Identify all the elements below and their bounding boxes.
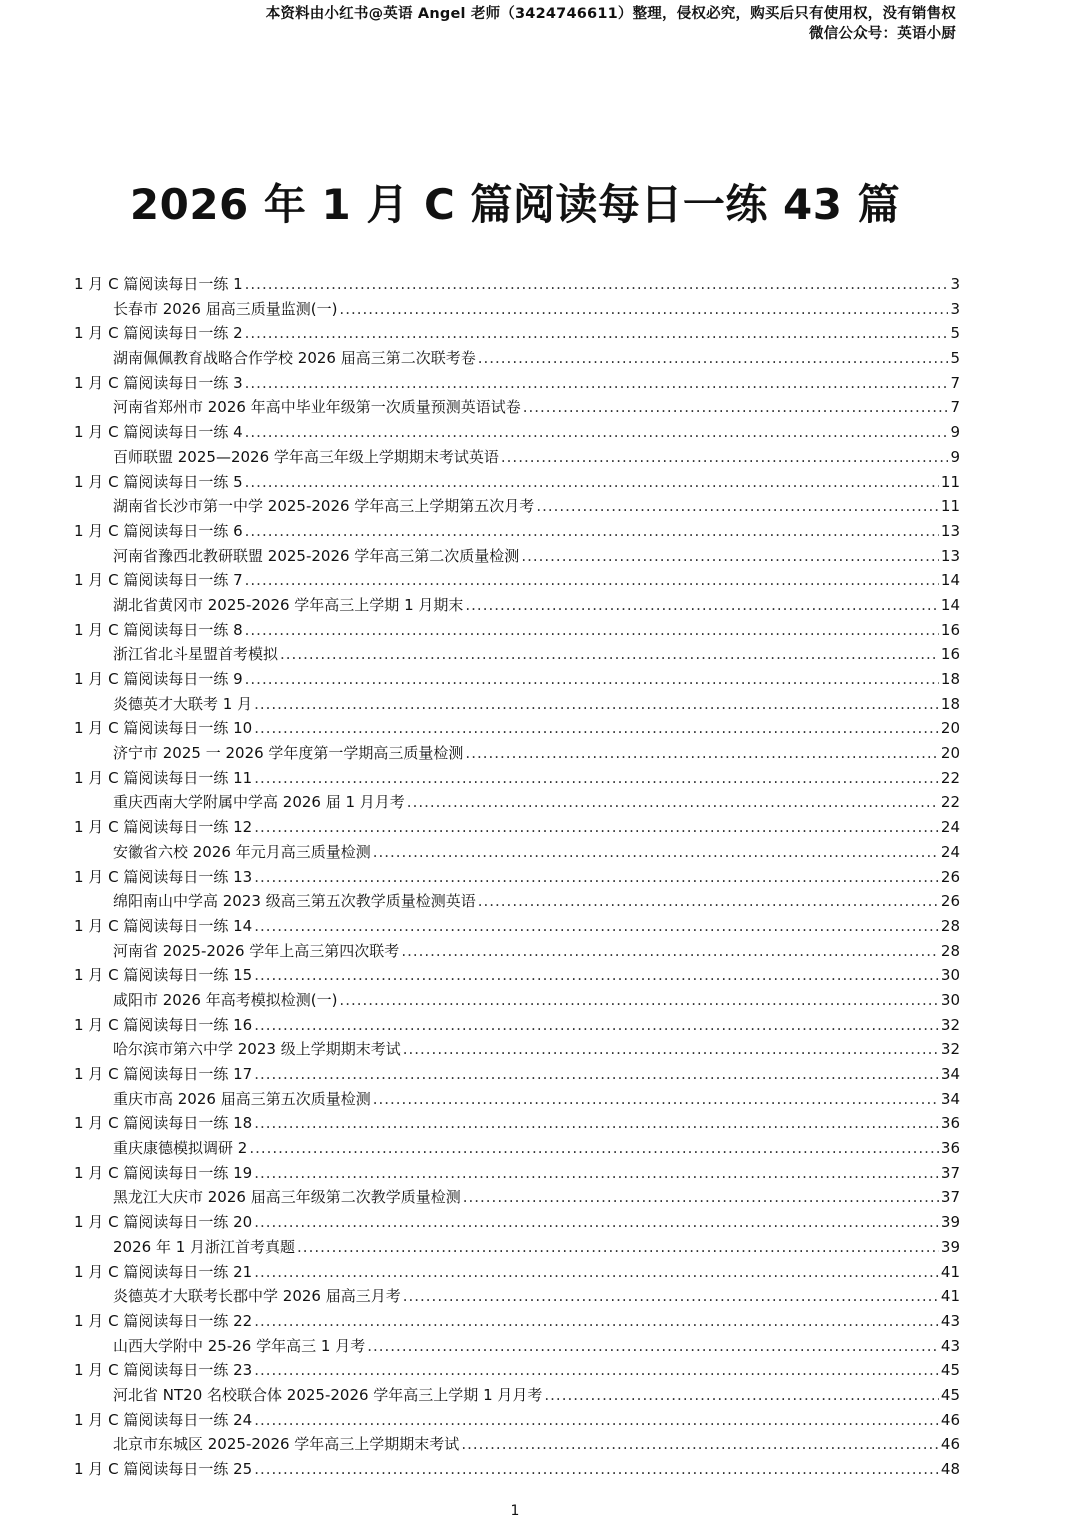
toc-dot-leader — [254, 963, 939, 988]
toc-entry-label: 百师联盟 2025—2026 学年高三年级上学期期末考试英语 — [113, 447, 499, 466]
toc-entry-source[interactable] — [74, 642, 960, 667]
toc-dot-leader — [254, 1408, 939, 1433]
toc-entry-label: 1 月 C 篇阅读每日一练 10 — [74, 719, 253, 738]
toc-entry-page: 14 — [940, 571, 960, 590]
toc-entry-source[interactable] — [74, 692, 960, 717]
toc-entry-label: 重庆康德模拟调研 2 — [113, 1139, 248, 1158]
toc-entry-practice[interactable] — [74, 568, 960, 593]
toc-entry-label: 河南省 2025-2026 学年上高三第四次联考 — [113, 941, 400, 960]
toc-entry-practice[interactable] — [74, 667, 960, 692]
toc-entry-practice[interactable] — [74, 1260, 960, 1285]
toc-entry-label: 1 月 C 篇阅读每日一练 15 — [74, 966, 253, 985]
toc-entry-label: 1 月 C 篇阅读每日一练 21 — [74, 1262, 253, 1281]
toc-entry-page: 36 — [940, 1114, 960, 1133]
toc-entry-label: 2026 年 1 月浙江首考真题 — [113, 1237, 296, 1256]
toc-entry-label: 1 月 C 篇阅读每日一练 11 — [74, 768, 253, 787]
toc-entry-practice[interactable] — [74, 1408, 960, 1433]
toc-entry-source[interactable] — [74, 889, 960, 914]
toc-entry-page: 3 — [950, 275, 960, 293]
toc-entry-page: 14 — [940, 595, 960, 614]
toc-dot-leader — [245, 272, 949, 297]
toc-dot-leader — [523, 395, 949, 420]
toc-dot-leader — [465, 741, 938, 766]
toc-dot-leader — [254, 1260, 939, 1285]
toc-entry-page: 34 — [940, 1065, 960, 1083]
toc-entry-page: 11 — [940, 497, 960, 516]
toc-entry-page: 20 — [940, 744, 960, 763]
toc-entry-label: 济宁市 2025 一 2026 学年度第一学期高三质量检测 — [113, 744, 464, 763]
toc-entry-label: 黑龙江大庆市 2026 届高三年级第二次教学质量检测 — [113, 1188, 461, 1207]
toc-dot-leader — [254, 716, 939, 741]
toc-entry-page: 39 — [940, 1237, 960, 1256]
toc-entry-label: 咸阳市 2026 年高考模拟检测(一) — [113, 990, 338, 1009]
toc-entry-label: 1 月 C 篇阅读每日一练 23 — [74, 1361, 253, 1380]
toc-entry-page: 32 — [940, 1040, 960, 1059]
toc-entry-page: 9 — [950, 447, 960, 466]
toc-dot-leader — [245, 470, 939, 495]
toc-entry-source[interactable] — [74, 790, 960, 815]
toc-dot-leader — [403, 1284, 939, 1309]
toc-entry-practice[interactable] — [74, 1309, 960, 1334]
toc-entry-practice[interactable] — [74, 914, 960, 939]
document-title: 2026 年 1 月 C 篇阅读每日一练 43 篇 — [129, 180, 901, 229]
toc-entry-page: 37 — [940, 1188, 960, 1207]
toc-entry-page: 46 — [940, 1410, 960, 1429]
toc-dot-leader — [297, 1235, 939, 1260]
toc-dot-leader — [254, 914, 939, 939]
toc-entry-page: 32 — [940, 1015, 960, 1034]
toc-entry-practice[interactable] — [74, 371, 960, 396]
toc-entry-page: 30 — [940, 966, 960, 985]
toc-entry-practice[interactable] — [74, 963, 960, 988]
toc-entry-source[interactable] — [74, 544, 960, 569]
toc-entry-page: 26 — [940, 867, 960, 886]
toc-entry-practice[interactable] — [74, 420, 960, 445]
toc-entry-page: 22 — [940, 768, 960, 787]
toc-dot-leader — [521, 544, 939, 569]
toc-entry-label: 河南省郑州市 2026 年高中毕业年级第一次质量预测英语试卷 — [113, 398, 521, 417]
toc-entry-source[interactable] — [74, 1235, 960, 1260]
toc-entry-page: 28 — [940, 916, 960, 935]
toc-entry-page: 11 — [940, 472, 960, 491]
toc-entry-source[interactable] — [74, 297, 960, 322]
toc-entry-source[interactable] — [74, 741, 960, 766]
toc-entry-source[interactable] — [74, 1136, 960, 1161]
toc-entry-page: 20 — [940, 719, 960, 738]
toc-entry-page: 9 — [950, 423, 960, 442]
toc-dot-leader — [478, 889, 939, 914]
toc-entry-label: 1 月 C 篇阅读每日一练 19 — [74, 1163, 253, 1182]
toc-dot-leader — [245, 420, 949, 445]
toc-entry-practice[interactable] — [74, 1111, 960, 1136]
toc-entry-page: 7 — [950, 398, 960, 417]
toc-dot-leader — [254, 1013, 939, 1038]
toc-entry-label: 炎德英才大联考 1 月 — [113, 694, 253, 713]
toc-entry-label: 1 月 C 篇阅读每日一练 13 — [74, 867, 253, 886]
toc-entry-source[interactable] — [74, 395, 960, 420]
toc-entry-source[interactable] — [74, 346, 960, 371]
toc-entry-page: 34 — [940, 1089, 960, 1108]
wechat-account: 微信公众号：英语小厨 — [809, 26, 956, 42]
toc-dot-leader — [254, 766, 939, 791]
toc-entry-page: 43 — [940, 1336, 960, 1355]
toc-dot-leader — [245, 568, 939, 593]
toc-entry-page: 18 — [940, 670, 960, 688]
toc-entry-label: 河南省豫西北教研联盟 2025-2026 学年高三第二次质量检测 — [113, 546, 520, 565]
toc-entry-source[interactable] — [74, 840, 960, 865]
toc-entry-label: 1 月 C 篇阅读每日一练 7 — [74, 571, 243, 590]
toc-entry-practice[interactable] — [74, 1161, 960, 1186]
toc-entry-page: 28 — [940, 941, 960, 960]
toc-entry-practice[interactable] — [74, 865, 960, 890]
toc-dot-leader — [254, 1210, 939, 1235]
toc-entry-source[interactable] — [74, 988, 960, 1013]
toc-entry-label: 河北省 NT20 名校联合体 2025-2026 学年高三上学期 1 月月考 — [113, 1385, 543, 1404]
toc-entry-label: 1 月 C 篇阅读每日一练 12 — [74, 818, 253, 837]
toc-dot-leader — [463, 1185, 939, 1210]
toc-dot-leader — [249, 1136, 939, 1161]
toc-entry-practice[interactable] — [74, 766, 960, 791]
toc-dot-leader — [544, 1383, 939, 1408]
copyright-header — [266, 4, 956, 44]
toc-dot-leader — [254, 815, 939, 840]
toc-entry-source[interactable] — [74, 494, 960, 519]
copyright-notice: 本资料由小红书@英语 Angel 老师（3424746611）整理，侵权必究，购买后只有使用权，没有销售权 — [265, 6, 956, 22]
toc-dot-leader — [367, 1334, 939, 1359]
toc-dot-leader — [245, 371, 949, 396]
toc-dot-leader — [245, 618, 939, 643]
toc-entry-page: 13 — [940, 546, 960, 565]
toc-entry-label: 哈尔滨市第六中学 2023 级上学期期末考试 — [113, 1040, 401, 1059]
toc-entry-practice[interactable] — [74, 618, 960, 643]
toc-entry-label: 炎德英才大联考长郡中学 2026 届高三月考 — [113, 1287, 401, 1306]
toc-entry-page: 22 — [940, 793, 960, 812]
toc-entry-label: 北京市东城区 2025-2026 学年高三上学期期末考试 — [113, 1435, 460, 1454]
toc-entry-page: 26 — [940, 892, 960, 911]
toc-entry-label: 湖南省长沙市第一中学 2025-2026 学年高三上学期第五次月考 — [113, 497, 535, 516]
toc-entry-label: 1 月 C 篇阅读每日一练 24 — [74, 1410, 253, 1429]
toc-entry-page: 45 — [940, 1385, 960, 1404]
toc-entry-label: 1 月 C 篇阅读每日一练 8 — [74, 620, 243, 639]
toc-entry-practice[interactable] — [74, 321, 960, 346]
toc-entry-page: 46 — [940, 1435, 960, 1454]
toc-entry-label: 1 月 C 篇阅读每日一练 16 — [74, 1015, 253, 1034]
toc-entry-label: 重庆市高 2026 届高三第五次质量检测 — [113, 1089, 371, 1108]
toc-dot-leader — [373, 840, 939, 865]
toc-entry-practice[interactable] — [74, 815, 960, 840]
toc-entry-page: 36 — [940, 1139, 960, 1158]
toc-entry-label: 绵阳南山中学高 2023 级高三第五次教学质量检测英语 — [113, 892, 476, 911]
toc-entry-practice[interactable] — [74, 272, 960, 297]
toc-entry-practice[interactable] — [74, 1210, 960, 1235]
toc-dot-leader — [339, 297, 948, 322]
toc-entry-source[interactable] — [74, 1037, 960, 1062]
toc-entry-practice[interactable] — [74, 470, 960, 495]
toc-dot-leader — [373, 1087, 939, 1112]
toc-dot-leader — [254, 1457, 939, 1482]
toc-entry-label: 1 月 C 篇阅读每日一练 4 — [74, 423, 243, 442]
toc-entry-page: 24 — [940, 818, 960, 837]
toc-entry-label: 浙江省北斗星盟首考模拟 — [113, 645, 279, 664]
toc-entry-label: 安徽省六校 2026 年元月高三质量检测 — [113, 842, 371, 861]
toc-entry-page: 24 — [940, 842, 960, 861]
toc-dot-leader — [254, 1309, 939, 1334]
toc-entry-label: 山西大学附中 25-26 学年高三 1 月考 — [113, 1336, 366, 1355]
toc-entry-page: 18 — [940, 694, 960, 713]
toc-dot-leader — [254, 692, 939, 717]
toc-entry-page: 37 — [940, 1163, 960, 1182]
toc-entry-practice[interactable] — [74, 1358, 960, 1383]
toc-entry-page: 39 — [940, 1213, 960, 1232]
table-of-contents — [74, 272, 960, 1482]
toc-dot-leader — [280, 642, 939, 667]
toc-dot-leader — [403, 1037, 939, 1062]
toc-entry-page: 5 — [950, 349, 960, 368]
toc-entry-page: 7 — [950, 373, 960, 392]
toc-entry-source[interactable] — [74, 445, 960, 470]
toc-entry-page: 41 — [940, 1287, 960, 1306]
toc-entry-label: 1 月 C 篇阅读每日一练 6 — [74, 521, 243, 540]
toc-entry-source[interactable] — [74, 593, 960, 618]
toc-entry-source[interactable] — [74, 939, 960, 964]
toc-dot-leader — [254, 1358, 939, 1383]
toc-entry-page: 5 — [950, 324, 960, 343]
toc-dot-leader — [254, 865, 939, 890]
toc-entry-page: 45 — [940, 1361, 960, 1380]
toc-entry-label: 湖北省黄冈市 2025-2026 学年高三上学期 1 月期末 — [113, 595, 464, 614]
toc-entry-label: 1 月 C 篇阅读每日一练 9 — [74, 670, 243, 688]
toc-entry-practice[interactable] — [74, 1062, 960, 1087]
toc-entry-page: 13 — [940, 521, 960, 540]
toc-entry-page: 16 — [940, 645, 960, 664]
toc-entry-page: 48 — [940, 1460, 960, 1478]
toc-entry-label: 1 月 C 篇阅读每日一练 3 — [74, 373, 243, 392]
toc-dot-leader — [339, 988, 938, 1013]
toc-entry-practice[interactable] — [74, 1013, 960, 1038]
toc-entry-source[interactable] — [74, 1087, 960, 1112]
toc-dot-leader — [461, 1432, 939, 1457]
toc-dot-leader — [245, 321, 949, 346]
page-number: 1 — [510, 1503, 520, 1519]
toc-entry-label: 1 月 C 篇阅读每日一练 25 — [74, 1460, 253, 1478]
toc-entry-label: 长春市 2026 届高三质量监测(一) — [113, 299, 338, 318]
toc-entry-page: 30 — [940, 990, 960, 1009]
toc-dot-leader — [501, 445, 949, 470]
toc-dot-leader — [254, 1161, 939, 1186]
toc-entry-label: 1 月 C 篇阅读每日一练 5 — [74, 472, 243, 491]
toc-entry-practice[interactable] — [74, 716, 960, 741]
toc-dot-leader — [401, 939, 939, 964]
toc-dot-leader — [407, 790, 939, 815]
toc-entry-page: 3 — [950, 299, 960, 318]
toc-entry-source[interactable] — [74, 1432, 960, 1457]
toc-entry-label: 1 月 C 篇阅读每日一练 20 — [74, 1213, 253, 1232]
toc-entry-practice[interactable] — [74, 519, 960, 544]
toc-dot-leader — [465, 593, 939, 618]
toc-entry-label: 1 月 C 篇阅读每日一练 17 — [74, 1065, 253, 1083]
toc-entry-source[interactable] — [74, 1185, 960, 1210]
toc-entry-label: 1 月 C 篇阅读每日一练 18 — [74, 1114, 253, 1133]
toc-entry-source[interactable] — [74, 1383, 960, 1408]
toc-entry-source[interactable] — [74, 1334, 960, 1359]
toc-dot-leader — [254, 1062, 939, 1087]
toc-entry-page: 43 — [940, 1311, 960, 1330]
toc-entry-label: 湖南佩佩教育战略合作学校 2026 届高三第二次联考卷 — [113, 349, 476, 368]
toc-entry-label: 重庆西南大学附属中学高 2026 届 1 月月考 — [113, 793, 405, 812]
toc-entry-practice[interactable] — [74, 1457, 960, 1482]
toc-entry-label: 1 月 C 篇阅读每日一练 1 — [74, 275, 243, 293]
toc-dot-leader — [254, 1111, 939, 1136]
toc-dot-leader — [245, 519, 939, 544]
toc-dot-leader — [478, 346, 949, 371]
toc-entry-label: 1 月 C 篇阅读每日一练 2 — [74, 324, 243, 343]
toc-entry-label: 1 月 C 篇阅读每日一练 14 — [74, 916, 253, 935]
toc-entry-source[interactable] — [74, 1284, 960, 1309]
toc-dot-leader — [245, 667, 939, 692]
toc-entry-page: 41 — [940, 1262, 960, 1281]
toc-entry-label: 1 月 C 篇阅读每日一练 22 — [74, 1311, 253, 1330]
toc-dot-leader — [536, 494, 939, 519]
toc-entry-page: 16 — [940, 620, 960, 639]
